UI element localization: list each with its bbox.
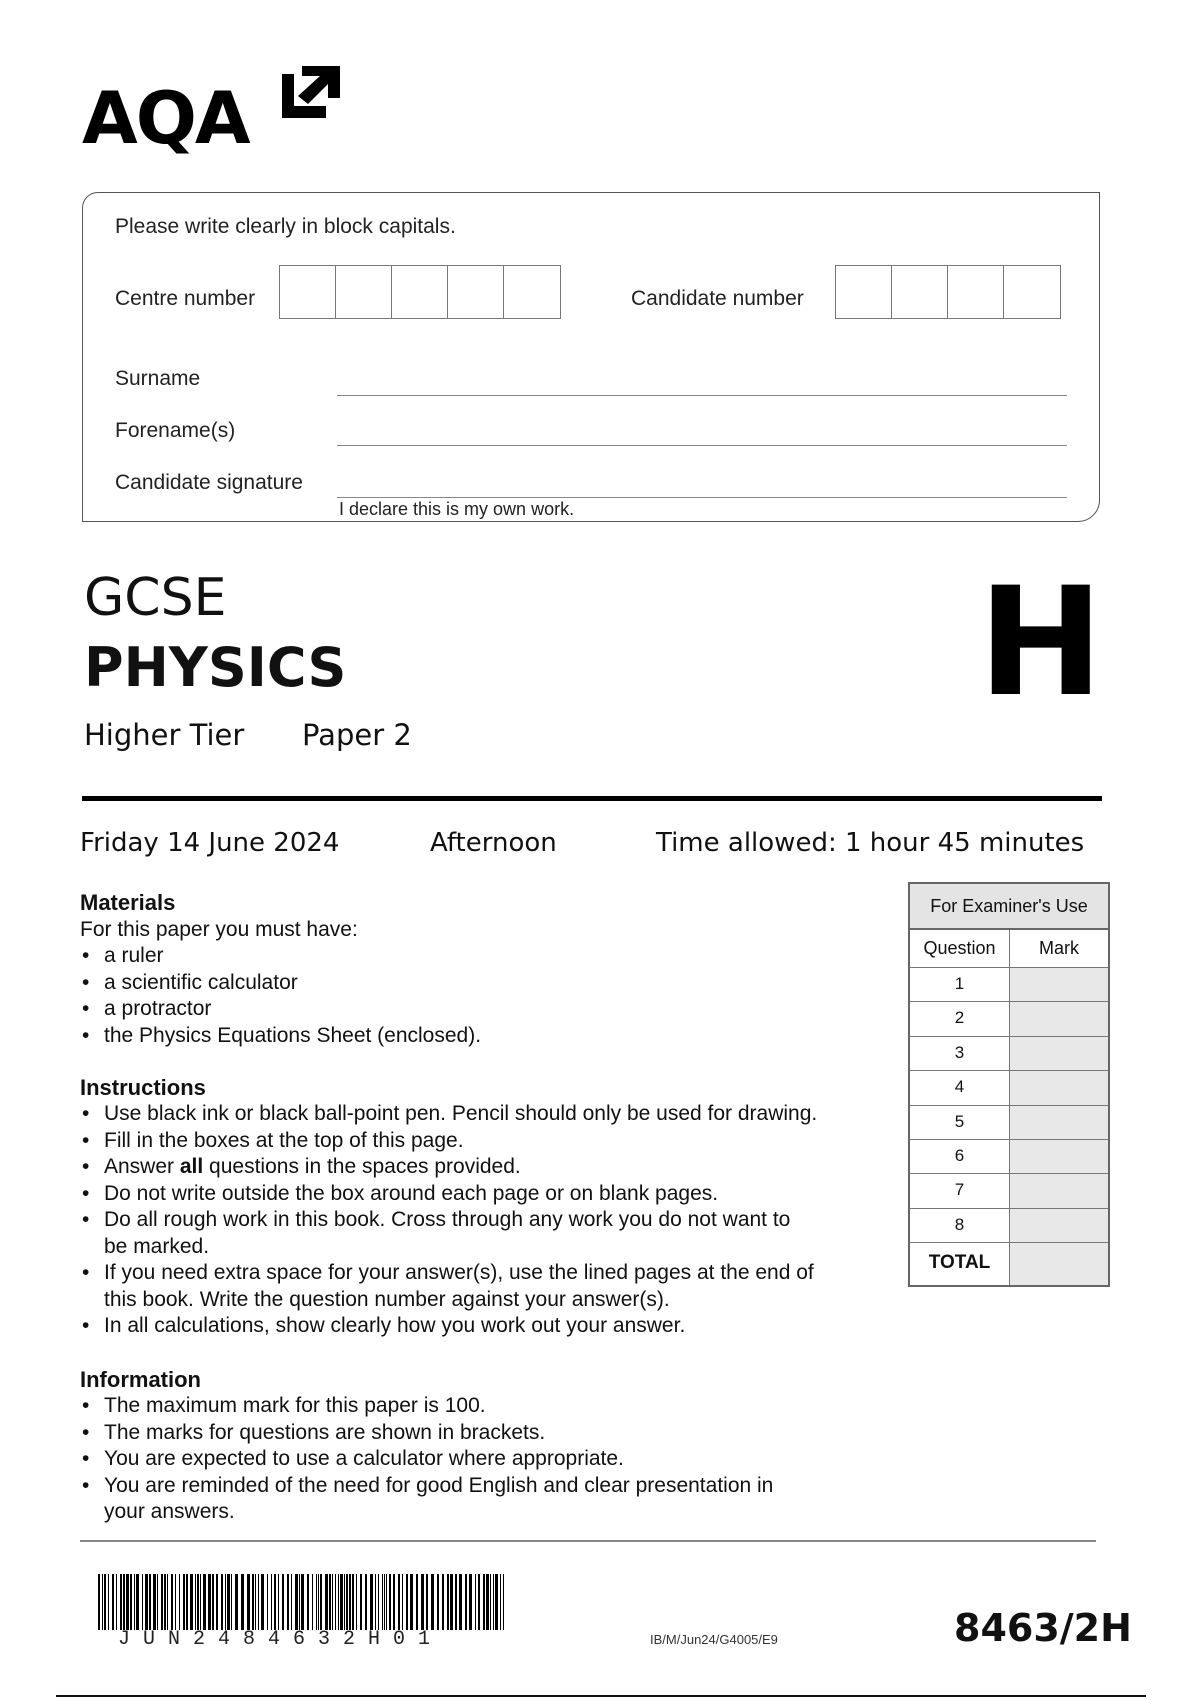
barcode-bar (200, 1574, 201, 1630)
barcode-bar (325, 1574, 328, 1630)
tier-label: Higher Tier (84, 718, 245, 752)
barcode-bar (352, 1574, 354, 1630)
barcode-bar (406, 1574, 408, 1630)
reference-code: IB/M/Jun24/G4005/E9 (650, 1632, 778, 1647)
barcode-bar (235, 1574, 238, 1630)
barcode-bar (329, 1574, 331, 1630)
question-number: 8 (910, 1209, 1010, 1242)
barcode-bar (421, 1574, 424, 1630)
table-row (910, 1106, 1108, 1140)
barcode-bar (475, 1574, 476, 1630)
barcode-bar (261, 1574, 264, 1630)
barcode-bar (247, 1574, 250, 1630)
list-item: • a ruler (80, 943, 880, 970)
signature-label: Candidate signature (115, 471, 303, 494)
barcode-bar (426, 1574, 428, 1630)
barcode-bar (437, 1574, 439, 1630)
footer-divider (80, 1540, 1096, 1542)
page-bottom-rule (56, 1695, 1146, 1697)
barcode-bar (271, 1574, 272, 1630)
barcode-bar (320, 1574, 322, 1630)
mark-cell[interactable] (1010, 1002, 1108, 1035)
barcode-bar (190, 1574, 193, 1630)
barcode-bar (349, 1574, 351, 1630)
barcode-bar (402, 1574, 403, 1630)
title-divider (82, 796, 1102, 801)
barcode-bar (455, 1574, 457, 1630)
barcode-bar (161, 1574, 163, 1630)
list-item: • Fill in the boxes at the top of this page. (80, 1128, 870, 1155)
list-item: • Do not write outside the box around each page or on blank pages. (80, 1181, 870, 1208)
materials-heading: Materials (80, 890, 176, 915)
barcode-bar (386, 1574, 387, 1630)
table-row (910, 1037, 1108, 1071)
table-row (910, 1002, 1108, 1036)
candidate-digit-box[interactable] (892, 266, 948, 318)
tier-letter: H (978, 556, 1104, 730)
barcode-bar (384, 1574, 385, 1630)
materials-list (80, 943, 880, 1049)
barcode-bar (416, 1574, 418, 1630)
barcode-bar (495, 1574, 498, 1630)
list-item: • You are expected to use a calculator where appropriate. (80, 1446, 820, 1473)
barcode-bar (149, 1574, 151, 1630)
barcode-bar (212, 1574, 214, 1630)
barcode-bar (112, 1574, 114, 1630)
mark-column-header: Mark (1010, 930, 1108, 967)
centre-number-label: Centre number (115, 287, 256, 310)
barcode-bar (282, 1574, 284, 1630)
list-item: • You are reminded of the need for good English and clear presentation in your answers. (80, 1473, 820, 1526)
barcode-bar (167, 1574, 168, 1630)
list-item: • In all calculations, show clearly how you work out your answer. (80, 1313, 870, 1340)
barcode-bar (442, 1574, 444, 1630)
information-list (80, 1393, 820, 1526)
materials-intro: For this paper you must have: (80, 918, 358, 941)
logo-text: AQA (82, 76, 249, 160)
question-number: 7 (910, 1174, 1010, 1207)
barcode-bar (316, 1574, 317, 1630)
candidate-number-label: Candidate number (631, 287, 804, 310)
barcode-bar (332, 1574, 333, 1630)
forename-label: Forename(s) (115, 419, 236, 442)
barcode-text: JUN2484632H01 (118, 1628, 444, 1651)
barcode-bar (130, 1574, 132, 1630)
question-number: 1 (910, 968, 1010, 1001)
barcode-bar (164, 1574, 166, 1630)
barcode-bar (312, 1574, 313, 1630)
barcode-bar (171, 1574, 173, 1630)
signature-line[interactable] (337, 497, 1067, 498)
candidate-number-boxes (835, 265, 1061, 319)
mark-cell[interactable] (1010, 1106, 1108, 1139)
barcode-bar (356, 1574, 357, 1630)
list-item: • The marks for questions are shown in brackets. (80, 1420, 820, 1447)
barcode-bar (465, 1574, 467, 1630)
total-row (910, 1243, 1108, 1285)
barcode-bar (478, 1574, 480, 1630)
table-row (910, 968, 1108, 1002)
aqa-logo (82, 66, 352, 166)
barcode-bar (255, 1574, 256, 1630)
barcode-bar (360, 1574, 362, 1630)
barcode-bar (216, 1574, 218, 1630)
centre-digit-box[interactable] (336, 266, 392, 318)
barcode-bar (389, 1574, 391, 1630)
question-column-header: Question (910, 930, 1010, 967)
question-number: 2 (910, 1002, 1010, 1035)
block-capitals-instruction: Please write clearly in block capitals. (115, 215, 456, 238)
exam-session: Afternoon (430, 828, 557, 858)
centre-digit-box[interactable] (504, 266, 560, 318)
question-number: 6 (910, 1140, 1010, 1173)
barcode-bar (123, 1574, 125, 1630)
list-item: • Use black ink or black ball-point pen. Pencil should only be used for drawing. (80, 1101, 870, 1128)
list-item: • The maximum mark for this paper is 100. (80, 1393, 820, 1420)
barcode-bar (116, 1574, 117, 1630)
barcode-bar (370, 1574, 373, 1630)
barcode-bar (450, 1574, 453, 1630)
surname-line[interactable] (337, 395, 1067, 396)
mark-cell[interactable] (1010, 1209, 1108, 1242)
barcode-bar (295, 1574, 298, 1630)
barcode-bar (447, 1574, 449, 1630)
barcode-bar (208, 1574, 211, 1630)
barcode-bar (287, 1574, 289, 1630)
table-row (910, 1140, 1108, 1174)
time-allowed: Time allowed: 1 hour 45 minutes (656, 828, 1085, 858)
barcode-bar (221, 1574, 223, 1630)
barcode-bar (410, 1574, 413, 1630)
forename-line[interactable] (337, 445, 1067, 446)
list-item: • If you need extra space for your answer(s), use the lined pages at the end of this book. Write the question number against your answer(s). (80, 1260, 816, 1313)
barcode-bar (126, 1574, 129, 1630)
barcode-bar (203, 1574, 206, 1630)
barcode-bar (186, 1574, 188, 1630)
question-number: 3 (910, 1037, 1010, 1070)
instructions-heading: Instructions (80, 1075, 206, 1100)
barcode-bar (175, 1574, 176, 1630)
candidate-digit-box[interactable] (836, 266, 892, 318)
barcode-bar (378, 1574, 379, 1630)
barcode-bar (98, 1574, 100, 1630)
barcode-bar (104, 1574, 106, 1630)
centre-digit-box[interactable] (448, 266, 504, 318)
barcode-bar (278, 1574, 279, 1630)
question-number: 5 (910, 1106, 1010, 1139)
centre-number-boxes (279, 265, 561, 319)
mark-cell[interactable] (1010, 1140, 1108, 1173)
barcode-bar (153, 1574, 156, 1630)
list-item (80, 1154, 870, 1181)
barcode-bar (382, 1574, 383, 1630)
mark-cell[interactable] (1010, 968, 1108, 1001)
barcode-bar (493, 1574, 494, 1630)
information-heading: Information (80, 1367, 201, 1392)
barcode-bar (225, 1574, 226, 1630)
exam-date: Friday 14 June 2024 (80, 828, 340, 858)
examiner-use-table (908, 882, 1110, 1287)
barcode-bar (318, 1574, 319, 1630)
question-number: 4 (910, 1071, 1010, 1104)
list-item: • Do all rough work in this book. Cross through any work you do not want to be marked. (80, 1207, 816, 1260)
subject-title: PHYSICS (84, 636, 347, 699)
barcode-bar (108, 1574, 109, 1630)
barcode-bar (431, 1574, 434, 1630)
barcode-bar (483, 1574, 485, 1630)
barcode-bar (134, 1574, 135, 1630)
centre-digit-box[interactable] (280, 266, 336, 318)
candidate-digit-box[interactable] (948, 266, 1004, 318)
barcode-bar (227, 1574, 230, 1630)
qualification-title: GCSE (84, 568, 227, 628)
paper-label: Paper 2 (302, 718, 412, 752)
barcode-bar (490, 1574, 491, 1630)
barcode-bar (136, 1574, 139, 1630)
barcode-bar (142, 1574, 143, 1630)
mark-cell[interactable] (1010, 1071, 1108, 1104)
barcode-bar (338, 1574, 339, 1630)
barcode-bar (398, 1574, 400, 1630)
table-row (910, 1174, 1108, 1208)
barcode-bar (258, 1574, 259, 1630)
barcode-bar (500, 1574, 501, 1630)
barcode-bar (307, 1574, 309, 1630)
barcode-bar (335, 1574, 336, 1630)
surname-label: Surname (115, 367, 201, 390)
barcode-bar (145, 1574, 148, 1630)
barcode-bar (267, 1574, 268, 1630)
barcode-bar (469, 1574, 472, 1630)
barcode-bar (365, 1574, 367, 1630)
barcode-bar (340, 1574, 343, 1630)
mark-cell[interactable] (1010, 1037, 1108, 1070)
barcode-icon (98, 1574, 508, 1630)
candidate-details-box (82, 192, 1100, 522)
list-item: • a protractor (80, 996, 880, 1023)
table-row (910, 1071, 1108, 1105)
barcode-bar (344, 1574, 345, 1630)
barcode-bar (252, 1574, 254, 1630)
barcode-bar (375, 1574, 376, 1630)
list-item: • a scientific calculator (80, 970, 880, 997)
barcode-bar (291, 1574, 292, 1630)
examiner-header-row (910, 930, 1108, 968)
barcode-bar (346, 1574, 348, 1630)
barcode-bar (183, 1574, 185, 1630)
barcode-bar (120, 1574, 122, 1630)
barcode-bar (197, 1574, 199, 1630)
list-item: • the Physics Equations Sheet (enclosed). (80, 1023, 880, 1050)
instructions-list (80, 1101, 870, 1340)
barcode-bar (393, 1574, 395, 1630)
aqa-arrow-mark-icon (282, 66, 340, 118)
answer-all-text: Answer all questions in the spaces provided. (104, 1155, 521, 1178)
barcode-bar (231, 1574, 232, 1630)
barcode-bar (195, 1574, 196, 1630)
declaration-text: I declare this is my own work. (339, 499, 575, 519)
barcode-bar (299, 1574, 300, 1630)
table-row (910, 1209, 1108, 1243)
total-mark-cell[interactable] (1010, 1243, 1108, 1285)
barcode-bar (102, 1574, 103, 1630)
examiner-table-title: For Examiner's Use (910, 884, 1108, 930)
paper-code: 8463/2H (954, 1606, 1132, 1650)
barcode-bar (301, 1574, 304, 1630)
barcode-bar (274, 1574, 276, 1630)
barcode-bar (486, 1574, 489, 1630)
total-label: TOTAL (910, 1243, 1010, 1285)
barcode-bar (157, 1574, 158, 1630)
barcode-bar (179, 1574, 180, 1630)
barcode-bar (241, 1574, 244, 1630)
mark-cell[interactable] (1010, 1174, 1108, 1207)
barcode-bar (459, 1574, 462, 1630)
candidate-digit-box[interactable] (1004, 266, 1060, 318)
centre-digit-box[interactable] (392, 266, 448, 318)
barcode-bar (503, 1574, 504, 1630)
